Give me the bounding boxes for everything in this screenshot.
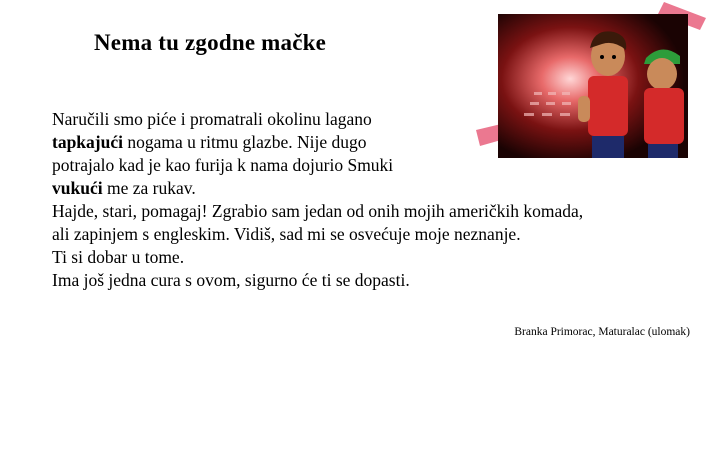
source-citation: Branka Primorac, Maturalac (ulomak) <box>514 326 690 338</box>
text-line: vukući me za rukav. <box>52 178 196 198</box>
text-line: ali zapinjem s engleskim. Vidiš, sad mi se osvećuje moje neznanje. <box>52 224 521 244</box>
bold-word: tapkajući <box>52 132 123 152</box>
story-excerpt <box>52 108 712 292</box>
text-line: Hajde, stari, pomagaj! Zgrabio sam jedan od onih mojih američkih komada, <box>52 201 584 221</box>
text-line: Naručili smo piće i promatrali okolinu lagano <box>52 109 372 129</box>
text-line: Ti si dobar u tome. <box>52 247 185 267</box>
page-title: Nema tu zgodne mačke <box>94 30 327 55</box>
text-line: potrajalo kad je kao furija k nama dojurio Smuki <box>52 155 394 175</box>
text-line: tapkajući nogama u ritmu glazbe. Nije dugo <box>52 132 367 152</box>
bold-word: vukući <box>52 178 103 198</box>
text-line: Ima još jedna cura s ovom, sigurno će ti se dopasti. <box>52 270 410 290</box>
